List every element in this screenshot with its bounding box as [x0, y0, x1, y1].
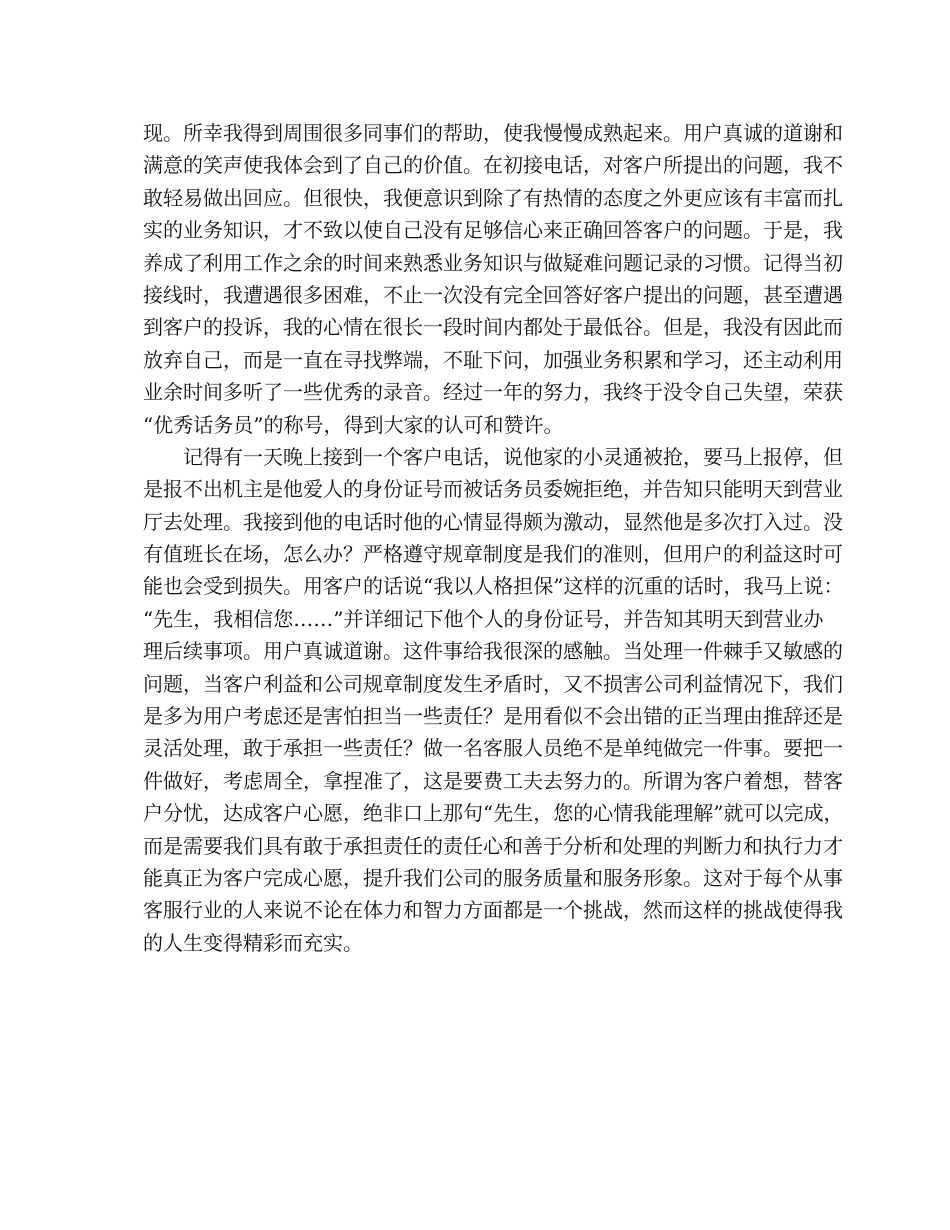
text-line: 是多为用户考虑还是害怕担当一些责任？是用看似不会出错的正当理由推辞还是 — [143, 704, 843, 729]
text-line: 到客户的投诉，我的心情在很长一段时间内都处于最低谷。但是，我没有因此而 — [143, 315, 843, 340]
text-line: 能也会受到损失。用客户的话说“我以人格担保”这样的沉重的话时，我马上说： — [143, 574, 844, 599]
text-line: 能真正为客户完成心愿，提升我们公司的服务质量和服务形象。这对于每个从事 — [143, 865, 843, 890]
text-line: 是报不出机主是他爱人的身份证号而被话务员委婉拒绝，并告知只能明天到营业 — [143, 477, 843, 502]
text-line: “优秀话务员”的称号，得到大家的认可和赞许。 — [143, 412, 564, 437]
text-line: 的人生变得精彩而充实。 — [143, 930, 363, 955]
text-line: 件做好，考虑周全，拿捏准了，这是要费工夫去努力的。所谓为客户着想，替客 — [143, 768, 843, 793]
text-line: 有值班长在场，怎么办？严格遵守规章制度是我们的准则，但用户的利益这时可 — [143, 542, 843, 567]
text-line: 灵活处理，敢于承担一些责任？做一名客服人员绝不是单纯做完一件事。要把一 — [143, 736, 843, 761]
text-line: “先生，我相信您……”并详细记下他个人的身份证号，并告知其明天到营业办 — [143, 606, 824, 631]
text-line: 养成了利用工作之余的时间来熟悉业务知识与做疑难问题记录的习惯。记得当初 — [143, 250, 843, 275]
text-line: 户分忧，达成客户心愿，绝非口上那句“先生，您的心情我能理解”就可以完成， — [143, 801, 844, 826]
text-line: 理后续事项。用户真诚道谢。这件事给我很深的感触。当处理一件棘手又敏感的 — [143, 639, 843, 664]
paragraph-2 — [143, 441, 844, 959]
text-line: 而是需要我们具有敢于承担责任的责任心和善于分析和处理的判断力和执行力才 — [143, 833, 843, 858]
paragraph-1 — [143, 117, 843, 441]
text-line: 实的业务知识，才不致以使自己没有足够信心来正确回答客户的问题。于是，我 — [143, 218, 843, 243]
text-line: 记得有一天晚上接到一个客户电话，说他家的小灵通被抢，要马上报停，但 — [183, 444, 843, 469]
text-line: 业余时间多听了一些优秀的录音。经过一年的努力，我终于没令自己失望，荣获 — [143, 380, 843, 405]
text-line: 客服行业的人来说不论在体力和智力方面都是一个挑战，然而这样的挑战使得我 — [143, 898, 843, 923]
document-body — [143, 117, 844, 959]
text-line: 现。所幸我得到周围很多同事们的帮助，使我慢慢成熟起来。用户真诚的道谢和 — [143, 121, 843, 145]
text-line: 放弃自己，而是一直在寻找弊端，不耻下问，加强业务积累和学习，还主动利用 — [143, 347, 843, 372]
text-line: 厅去处理。我接到他的电话时他的心情显得颇为激动，显然他是多次打入过。没 — [143, 509, 843, 534]
text-line: 敢轻易做出回应。但很快，我便意识到除了有热情的态度之外更应该有丰富而扎 — [143, 185, 843, 210]
text-line: 问题，当客户利益和公司规章制度发生矛盾时，又不损害公司利益情况下，我们 — [143, 671, 843, 696]
text-line: 满意的笑声使我体会到了自己的价值。在初接电话，对客户所提出的问题，我不 — [143, 153, 843, 178]
text-line: 接线时，我遭遇很多困难，不止一次没有完全回答好客户提出的问题，甚至遭遇 — [143, 282, 843, 307]
